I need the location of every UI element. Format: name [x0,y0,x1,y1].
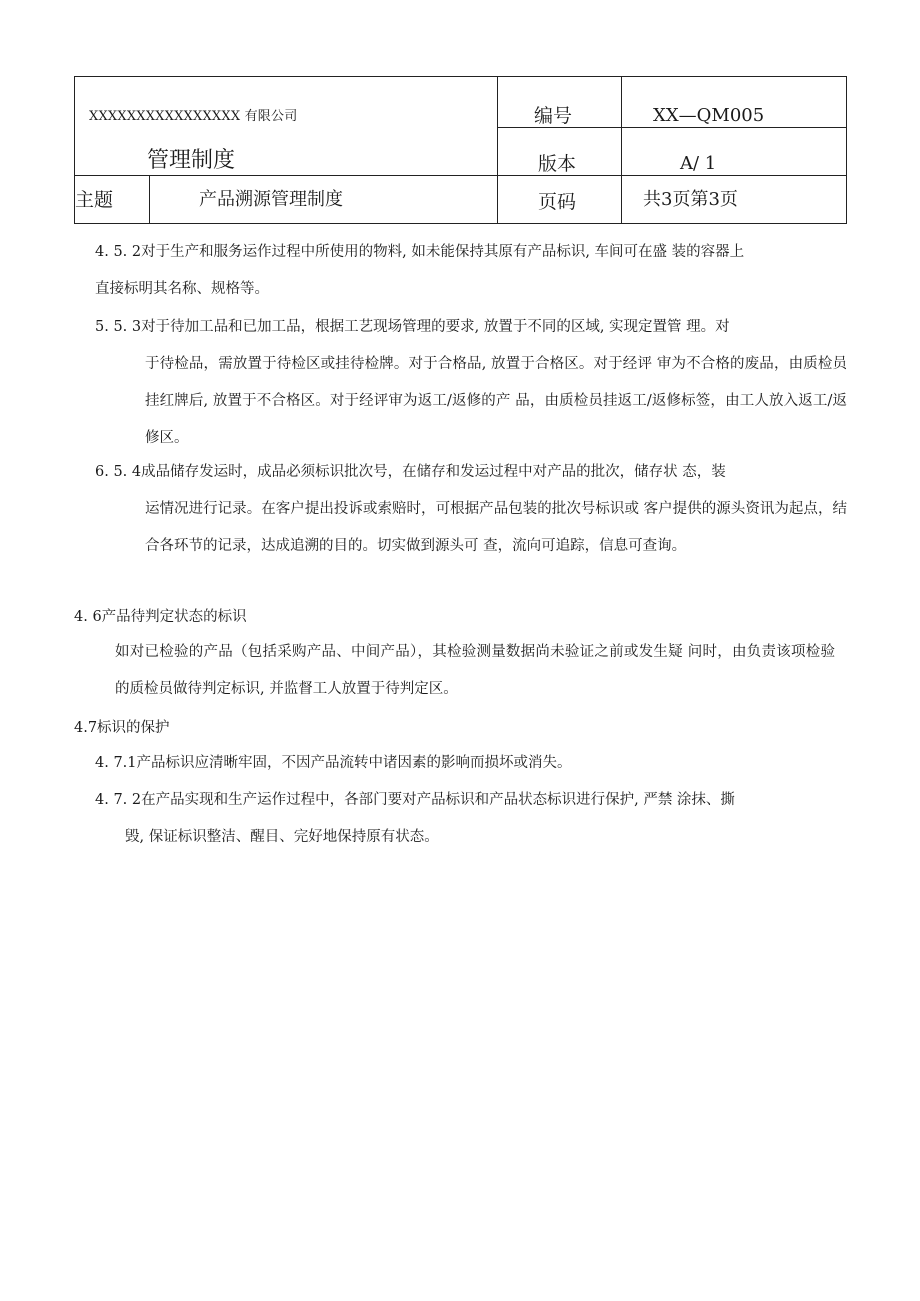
paragraph-line: 对于待加工品和已加工品，根据工艺现场管理的要求, 放置于不同的区域, 实现定置管 理。对 [141,319,730,335]
section-heading-4-7: 4.7标识的保护 [74,720,170,736]
code-value: XX—QM005 [653,105,765,126]
header-divider-topic [149,175,150,224]
paragraph-4-7-1: 4. 7.1产品标识应清晰牢固，不因产品流转中诸因素的影响而损坏或消失。 [95,755,572,771]
paragraph-first-line [95,454,847,491]
header-divider-middle [75,175,847,176]
item-number: 6. 5. 4 [95,464,142,480]
paragraph-4-6: 如对已检验的产品（包括采购产品、中间产品），其检验测量数据尚未验证之前或发生疑 问时，由负责该项检验的质检员做待判定标识, 并监督工人放置于待判定区。 [115,644,835,697]
company-name: XXXXXXXXXXXXXXXX 有限公司 [89,109,298,124]
header-divider-value-col [621,77,622,224]
version-value: A/ 1 [680,153,717,174]
paragraph-line: 4. 5. 2对于生产和服务运作过程中所使用的物料, 如未能保持其原有产品标识, 车间可在盛 装的容器上 [95,244,745,260]
paragraph-4-5-4 [95,454,847,565]
paragraph-4-5-2 [95,234,847,308]
topic-value: 产品溯源管理制度 [199,189,343,210]
paragraph-line: 4. 7. 2在产品实现和生产运作过程中，各部门要对产品标识和产品状态标识进行保护, 严禁 涂抹、撕 [95,792,735,808]
page-label: 页码 [538,191,577,213]
page-value: 共3页第3页 [643,189,738,210]
header-divider-label-col [497,77,498,224]
paragraph-line: 毁, 保证标识整洁、醒目、完好地保持原有状态。 [125,829,439,845]
paragraph-continuation: 运情况进行记录。在客户提出投诉或索赔时，可根据产品包装的批次号标识或 客户提供的源头资讯为起点，结合各环节的记录，达成追溯的目的。切实做到源头可 查，流向可追踪，信息可查询。 [145,501,847,554]
paragraph-line: 直接标明其名称、规格等。 [95,281,269,297]
paragraph-line: 成品储存发运时，成品必须标识批次号，在储存和发运过程中对产品的批次，储存状 态，装 [141,464,726,480]
paragraph-4-7-2 [95,782,847,856]
topic-label: 主题 [75,189,114,211]
document-type: 管理制度 [147,148,236,173]
code-label: 编号 [534,105,573,127]
paragraph-first-line [95,309,847,346]
version-label: 版本 [538,153,577,175]
paragraph-continuation: 于待检品，需放置于待检区或挂待检牌。对于合格品, 放置于合格区。对于经评 审为不合格的废品，由质检员挂红牌后, 放置于不合格区。对于经评审为返工/返修的产 品，由质检员挂返工/返修标签，由工人放入返工/返修区。 [145,356,847,446]
item-number: 5. 5. 3 [95,319,142,335]
document-header-table [74,76,847,224]
section-heading-4-6: 4. 6产品待判定状态的标识 [74,609,247,625]
paragraph-4-5-3 [95,309,847,457]
